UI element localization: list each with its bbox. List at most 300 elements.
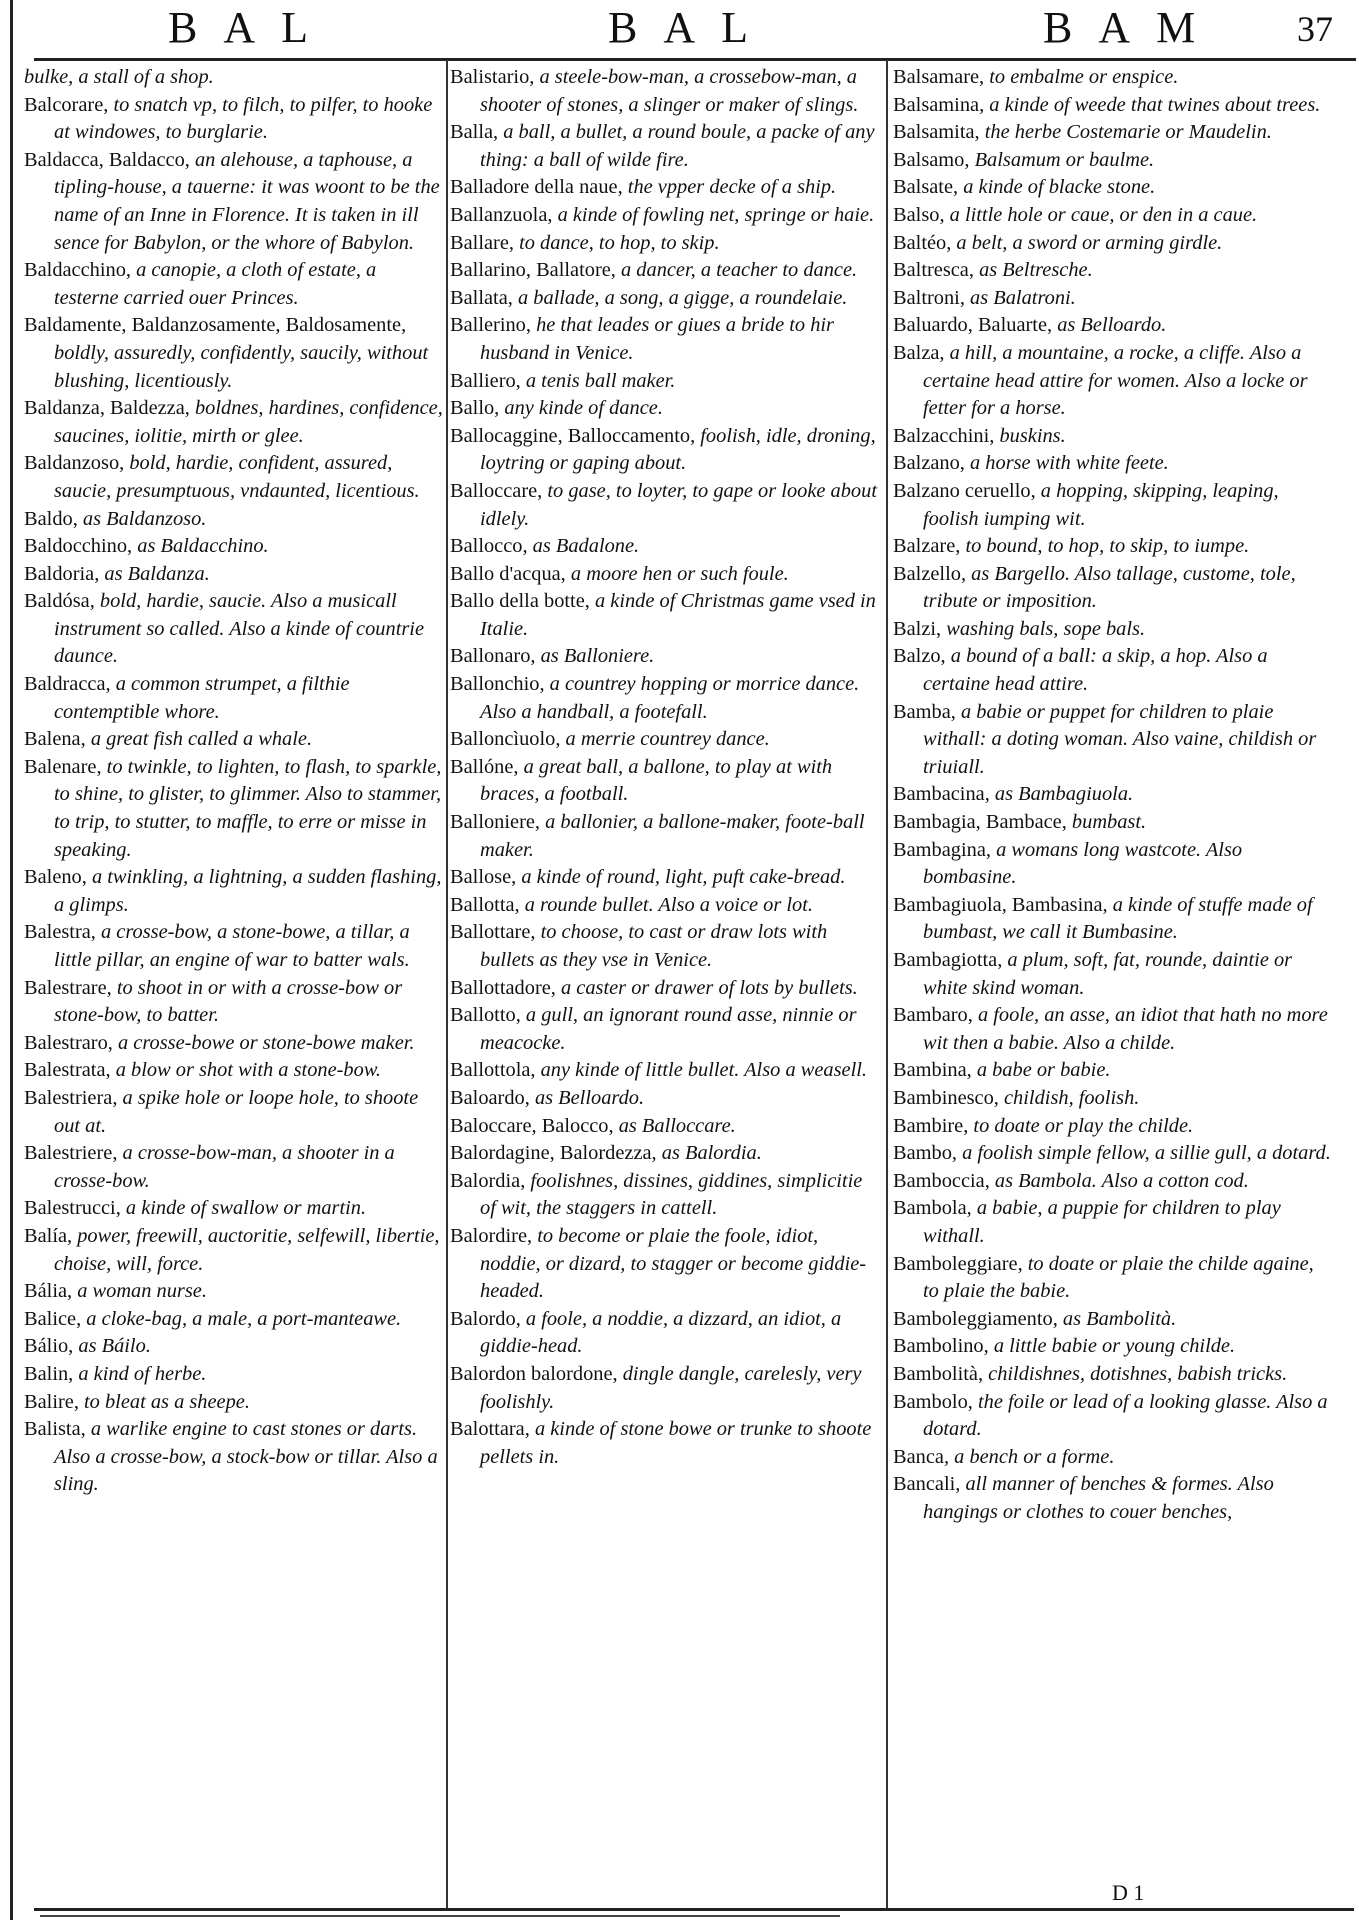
column-3 <box>893 64 1333 1900</box>
entry-headword: Ballose, <box>450 866 517 889</box>
entry-headword: Balordire, <box>450 1224 533 1247</box>
dictionary-entry <box>24 533 444 561</box>
entry-definition: a plum, soft, fat, rounde, daintie or white skind woman. <box>923 949 1293 999</box>
entry-headword: Bambo, <box>893 1142 957 1165</box>
entry-definition: a kinde of Christmas game vsed in Italie. <box>480 590 876 640</box>
entry-definition: a woman nurse. <box>72 1280 207 1303</box>
dictionary-entry <box>24 561 444 589</box>
dictionary-entry <box>450 864 882 892</box>
entry-definition: a ballonier, a ballone-maker, foote-ball maker. <box>480 811 865 861</box>
entry-definition: a common strumpet, a filthie contemptible whore. <box>54 673 350 723</box>
entry-definition: a canopie, a cloth of estate, a testerne carried ouer Princes. <box>54 259 377 309</box>
entry-headword: Bamboleggiare, <box>893 1252 1023 1275</box>
entry-headword: Balestrata, <box>24 1059 111 1082</box>
entry-headword: Ballare, <box>450 231 514 254</box>
running-head-left: BAL <box>168 3 334 52</box>
entry-headword: Balsamare, <box>893 66 985 88</box>
entry-headword: Bambolo, <box>893 1390 973 1413</box>
dictionary-entry <box>893 450 1333 478</box>
dictionary-entry <box>450 1168 882 1223</box>
entry-definition: a twinkling, a lightning, a sudden flashing, a glimps. <box>54 866 442 916</box>
entry-headword: Baloccare, Balocco, <box>450 1114 614 1137</box>
entry-headword: Balire, <box>24 1390 79 1413</box>
entry-definition: any kinde of little bullet. Also a weasell. <box>535 1059 868 1082</box>
entry-definition: all manner of benches & formes. Also hangings or clothes to couer benches, <box>923 1473 1274 1523</box>
entry-headword: Ballonchio, <box>450 673 545 696</box>
dictionary-entry <box>24 1085 444 1140</box>
entry-definition: as Belloardo. <box>529 1086 645 1109</box>
entry-headword: Bambacina, <box>893 783 990 806</box>
dictionary-entry <box>893 285 1333 313</box>
entry-definition: a caster or drawer of lots by bullets. <box>555 976 858 999</box>
dictionary-entry <box>893 1361 1333 1389</box>
entry-definition: the foile or lead of a looking glasse. Also a dotard. <box>923 1390 1328 1441</box>
dictionary-entry <box>893 643 1333 698</box>
dictionary-entry <box>450 754 882 809</box>
dictionary-entry <box>450 478 882 533</box>
dictionary-entry <box>450 643 882 671</box>
entry-definition: a babie or puppet for children to plaie withall: a doting woman. Also vaine, childish or triuiall. <box>923 700 1317 778</box>
dictionary-entry <box>450 1361 882 1416</box>
entry-headword: Ballottare, <box>450 921 536 944</box>
dictionary-entry <box>450 285 882 313</box>
entry-definition: as Balloniere. <box>535 645 655 668</box>
entry-definition: a kinde of stuffe made of bumbast, we call it Bumbasine. <box>923 893 1313 944</box>
entry-headword: Ballocaggine, Balloccamento, <box>450 424 696 447</box>
dictionary-entry <box>450 257 882 285</box>
dictionary-entry <box>893 616 1333 644</box>
entry-definition: as Báilo. <box>73 1335 151 1358</box>
page-border-bottom <box>34 1908 1354 1911</box>
entry-definition: he that leades or giues a bride to hir husband in Venice. <box>480 314 834 364</box>
entry-headword: Balsamo, <box>893 148 970 171</box>
entry-headword: Baldacchino, <box>24 259 132 282</box>
dictionary-entry <box>893 837 1333 892</box>
dictionary-entry <box>893 423 1333 451</box>
entry-headword: Ballo, <box>450 397 500 420</box>
entry-definition: a ball, a bullet, a round boule, a packe of any thing: a ball of wilde fire. <box>480 121 875 171</box>
dictionary-entry <box>450 119 882 174</box>
entry-headword: Baldamente, Baldanzosamente, Baldosamente, <box>24 314 407 337</box>
dictionary-entry <box>893 202 1333 230</box>
entry-definition: a moore hen or such foule. <box>565 562 789 585</box>
entry-headword: Baldósa, <box>24 590 95 613</box>
entry-definition: to doate or play the childe. <box>968 1114 1194 1137</box>
entry-definition: a foole, a noddie, a dizzard, an idiot, a giddie-head. <box>480 1307 842 1358</box>
entry-definition: foolish, idle, droning, loytring or gaping about. <box>480 424 876 475</box>
entry-headword: Ballottola, <box>450 1059 536 1082</box>
entry-definition: a great ball, a ballone, to play at with braces, a football. <box>480 755 833 806</box>
entry-headword: Bambagia, Bambace, <box>893 811 1067 834</box>
dictionary-entry <box>24 395 444 450</box>
entry-headword: Balestrare, <box>24 976 112 999</box>
entry-definition: as Belloardo. <box>1052 314 1167 337</box>
entry-headword: Balottara, <box>450 1418 530 1441</box>
entry-headword: Balso, <box>893 203 945 226</box>
dictionary-entry <box>450 174 882 202</box>
entry-headword: Baleno, <box>24 866 87 889</box>
entry-definition: a tenis ball maker. <box>520 369 676 392</box>
entry-definition: a kinde of swallow or martin. <box>120 1197 367 1220</box>
entry-headword: Balladore della naue, <box>450 176 623 199</box>
entry-headword: Baldanzoso, <box>24 452 125 475</box>
dictionary-entry <box>24 1030 444 1058</box>
dictionary-entry <box>450 1223 882 1306</box>
entry-definition: as Bambolità. <box>1057 1307 1177 1330</box>
entry-definition: a kinde of blacke stone. <box>958 176 1156 199</box>
dictionary-entry <box>893 1333 1333 1361</box>
entry-headword: Balzacchini, <box>893 424 995 447</box>
entry-definition: a crosse-bow, a stone-bowe, a tillar, a little pillar, an engine of war to batter wals. <box>54 921 410 971</box>
entry-headword: Balla, <box>450 121 499 144</box>
dictionary-entry <box>450 202 882 230</box>
entry-headword: Balestra, <box>24 921 96 944</box>
entry-definition: Balsamum or baulme. <box>969 148 1155 171</box>
entry-definition: a crosse-bow-man, a shooter in a crosse-bow. <box>54 1142 395 1192</box>
entry-definition: a gull, an ignorant round asse, ninnie or meacocke. <box>480 1004 857 1054</box>
entry-definition: a kinde of weede that twines about trees. <box>984 93 1321 116</box>
entry-definition: a kind of herbe. <box>73 1362 207 1385</box>
dictionary-entry <box>450 1140 882 1168</box>
entry-definition: a bench or a forme. <box>949 1445 1115 1468</box>
entry-headword: Balloniere, <box>450 811 541 834</box>
dictionary-entry <box>24 1416 444 1499</box>
entry-headword: Balena, <box>24 728 86 751</box>
entry-definition: the herbe Costemarie or Maudelin. <box>979 121 1272 144</box>
dictionary-entry <box>893 809 1333 837</box>
entry-headword: Balsamita, <box>893 121 980 144</box>
entry-headword: Balestriera, <box>24 1086 118 1109</box>
entry-definition: a great fish called a whale. <box>85 728 313 751</box>
entry-definition: as Bambagiuola. <box>989 783 1134 806</box>
entry-headword: Bambagiotta, <box>893 949 1003 971</box>
dictionary-entry <box>893 174 1333 202</box>
entry-headword: Bancali, <box>893 1473 961 1496</box>
entry-headword: Baldacca, Baldacco, <box>24 148 190 171</box>
signature-mark: D 1 <box>1112 1880 1145 1905</box>
entry-definition: bold, hardie, saucie. Also a musicall instrument so called. Also a kinde of countrie daunce. <box>54 590 425 668</box>
dictionary-entry <box>893 1471 1333 1526</box>
entry-headword: Balistario, <box>450 66 535 88</box>
entry-definition: bold, hardie, confident, assured, saucie, presumptuous, vndaunted, licentious. <box>54 452 420 502</box>
entry-headword: Bambagina, <box>893 838 991 861</box>
entry-definition: boldly, assuredly, confidently, saucily, without blushing, licentiously. <box>54 341 429 392</box>
page-border-bottom-inner <box>40 1915 840 1917</box>
entry-definition: a spike hole or loope hole, to shoote out at. <box>54 1086 419 1137</box>
entry-definition: as Balordia. <box>656 1142 762 1165</box>
entry-definition: dingle dangle, carelesly, very foolishly. <box>480 1362 862 1413</box>
entry-definition: as Balatroni. <box>964 286 1076 309</box>
dictionary-entry <box>24 1223 444 1278</box>
dictionary-entry <box>893 1389 1333 1444</box>
dictionary-entry <box>893 147 1333 175</box>
dictionary-entry <box>893 340 1333 423</box>
entry-definition: as Bargello. Also tallage, custome, tole, tribute or imposition. <box>923 562 1296 613</box>
dictionary-entry <box>450 312 882 367</box>
entry-headword: Balzi, <box>893 617 942 640</box>
entry-definition: as Beltresche. <box>973 259 1093 282</box>
dictionary-entry <box>893 699 1333 782</box>
entry-definition: childishnes, dotishnes, babish tricks. <box>983 1362 1288 1385</box>
dictionary-entry <box>450 726 882 754</box>
entry-headword: Bambinesco, <box>893 1086 999 1109</box>
dictionary-entry <box>893 561 1333 616</box>
entry-definition: a hill, a mountaine, a rocke, a cliffe. Also a certaine head attire for women. Also a locke or fetter for a horse. <box>923 341 1308 420</box>
dictionary-entry <box>450 975 882 1003</box>
dictionary-entry <box>450 368 882 396</box>
dictionary-entry <box>893 478 1333 533</box>
entry-definition: to shoot in or with a crosse-bow or stone-bow, to batter. <box>54 976 403 1027</box>
entry-headword: Balloccare, <box>450 479 543 502</box>
dictionary-entry <box>24 754 444 864</box>
entry-headword: Balzare, <box>893 535 961 558</box>
dictionary-entry <box>893 781 1333 809</box>
dictionary-entry <box>450 809 882 864</box>
dictionary-entry <box>450 919 882 974</box>
entry-headword: Bambire, <box>893 1114 969 1137</box>
entry-definition: a bound of a ball: a skip, a hop. Also a certaine head attire. <box>923 645 1268 696</box>
column-1 <box>24 64 444 1900</box>
entry-headword: Bambola, <box>893 1197 972 1220</box>
entry-definition: bulke, a stall of a shop. <box>24 66 214 88</box>
entry-definition: childish, foolish. <box>998 1086 1140 1109</box>
entry-definition: to bleat as a sheepe. <box>78 1390 250 1413</box>
entry-headword: Ballonaro, <box>450 645 536 668</box>
entry-headword: Ballo d'acqua, <box>450 562 566 585</box>
dictionary-entry <box>893 892 1333 947</box>
dictionary-entry <box>24 864 444 919</box>
entry-headword: Baltroni, <box>893 286 965 309</box>
entry-headword: Baloardo, <box>450 1086 530 1109</box>
entry-definition: to bound, to hop, to skip, to iumpe. <box>960 535 1250 558</box>
entry-headword: Baldocchino, <box>24 535 133 558</box>
dictionary-entry <box>24 506 444 534</box>
dictionary-entry <box>893 1057 1333 1085</box>
entry-headword: Balordo, <box>450 1307 521 1330</box>
entry-definition: a steele-bow-man, a crossebow-man, a shooter of stones, a slinger or maker of slings. <box>480 66 859 116</box>
dictionary-entry <box>24 257 444 312</box>
entry-definition: a little babie or young childe. <box>988 1335 1236 1358</box>
entry-headword: Bamboleggiamento, <box>893 1307 1058 1330</box>
entry-headword: Balloncìuolo, <box>450 728 561 751</box>
entry-definition: a babie, a puppie for children to play withall. <box>923 1197 1281 1247</box>
dictionary-entry <box>24 1306 444 1334</box>
entry-headword: Bália, <box>24 1280 73 1303</box>
entry-headword: Baldracca, <box>24 673 111 696</box>
entry-definition: a foolish simple fellow, a sillie gull, a dotard. <box>957 1142 1331 1165</box>
entry-definition: washing bals, sope bals. <box>941 617 1146 640</box>
entry-definition: as Bambola. Also a cotton cod. <box>989 1169 1249 1192</box>
dictionary-entry <box>893 119 1333 147</box>
entry-headword: Ballotta, <box>450 893 520 916</box>
dictionary-entry <box>450 892 882 920</box>
header-rule <box>34 58 1356 61</box>
dictionary-entry <box>893 1444 1333 1472</box>
dictionary-entry <box>450 1057 882 1085</box>
entry-definition: an alehouse, a taphouse, a tipling-house, a tauerne: it was woont to be the name of an Inne in Florence. It is taken in ill sence for Babylon, or the whore of Babylon. <box>54 148 440 254</box>
entry-definition: a cloke-bag, a male, a port-manteawe. <box>81 1307 402 1330</box>
entry-headword: Baldanza, Baldezza, <box>24 397 190 420</box>
dictionary-entry <box>450 1113 882 1141</box>
dictionary-entry <box>24 1361 444 1389</box>
entry-headword: Bambolino, <box>893 1335 989 1358</box>
dictionary-entry <box>450 1002 882 1057</box>
entry-definition: a ballade, a song, a gigge, a roundelaie. <box>512 286 848 309</box>
entry-headword: Bambagiuola, Bambasina, <box>893 893 1108 916</box>
entry-definition: a crosse-bowe or stone-bowe maker. <box>112 1031 415 1054</box>
dictionary-entry <box>893 1251 1333 1306</box>
dictionary-entry <box>450 423 882 478</box>
page-border-left <box>10 0 13 1920</box>
entry-definition: a horse with white feete. <box>964 452 1169 475</box>
dictionary-entry <box>893 1195 1333 1250</box>
dictionary-entry <box>893 312 1333 340</box>
entry-headword: Ballóne, <box>450 755 519 778</box>
entry-definition: as Baldacchino. <box>132 535 269 558</box>
entry-definition: power, freewill, auctoritie, selfewill, libertie, choise, will, force. <box>54 1224 440 1275</box>
dictionary-entry <box>24 92 444 147</box>
column-2 <box>450 64 882 1900</box>
dictionary-entry <box>893 1306 1333 1334</box>
entry-headword: Balestriere, <box>24 1142 118 1165</box>
entry-headword: Balestraro, <box>24 1031 113 1054</box>
entry-definition: to twinkle, to lighten, to flash, to sparkle, to shine, to glister, to glimmer. Also to stammer, to trip, to stutter, to maffle, to erre or misse in speaking. <box>54 755 442 861</box>
entry-definition: to snatch vp, to filch, to pilfer, to hooke at windowes, to burglarie. <box>54 93 433 144</box>
entry-definition: as Balloccare. <box>613 1114 736 1137</box>
entry-headword: Baldoria, <box>24 562 100 585</box>
entry-definition: a countrey hopping or morrice dance. Also a handball, a footefall. <box>480 673 860 723</box>
dictionary-entry <box>24 975 444 1030</box>
entry-definition: a blow or shot with a stone-bow. <box>110 1059 382 1082</box>
entry-headword: Baltéo, <box>893 231 952 254</box>
entry-definition: as Badalone. <box>527 535 640 558</box>
entry-headword: Balzano, <box>893 452 965 475</box>
entry-definition: a merrie countrey dance. <box>560 728 770 751</box>
entry-headword: Baltresca, <box>893 259 974 282</box>
dictionary-entry <box>450 64 882 119</box>
entry-definition: buskins. <box>994 424 1066 447</box>
entry-headword: Balsate, <box>893 176 959 199</box>
entry-headword: Balista, <box>24 1418 86 1441</box>
dictionary-entry <box>24 147 444 257</box>
dictionary-entry <box>24 1389 444 1417</box>
entry-definition: any kinde of dance. <box>499 397 663 420</box>
entry-headword: Ballarino, Ballatore, <box>450 259 616 282</box>
entry-headword: Banca, <box>893 1445 950 1468</box>
entry-headword: Baldo, <box>24 507 78 530</box>
entry-headword: Ballerino, <box>450 314 531 337</box>
entry-headword: Balin, <box>24 1362 74 1385</box>
dictionary-entry <box>450 1416 882 1471</box>
dictionary-entry <box>450 230 882 258</box>
entry-headword: Ballanzuola, <box>450 203 553 226</box>
entry-headword: Bambina, <box>893 1059 972 1082</box>
entry-definition: a little hole or caue, or den in a caue. <box>944 203 1258 226</box>
dictionary-entry <box>24 671 444 726</box>
entry-definition: as Baldanzoso. <box>77 507 207 530</box>
entry-headword: Bálio, <box>24 1335 74 1358</box>
dictionary-entry <box>893 1168 1333 1196</box>
entry-definition: a babe or babie. <box>971 1059 1111 1082</box>
entry-definition: a womans long wastcote. Also bombasine. <box>923 838 1243 889</box>
running-head-middle: BAL <box>608 3 774 52</box>
dictionary-entry <box>893 1140 1333 1168</box>
dictionary-entry <box>893 92 1333 120</box>
dictionary-entry <box>450 671 882 726</box>
entry-headword: Balía, <box>24 1224 73 1247</box>
dictionary-entry <box>893 230 1333 258</box>
dictionary-entry <box>450 588 882 643</box>
entry-definition: bumbast. <box>1066 811 1147 834</box>
entry-definition: as Baldanza. <box>99 562 210 585</box>
entry-definition: to dance, to hop, to skip. <box>513 231 720 254</box>
entry-definition: a kinde of fowling net, springe or haie. <box>552 203 875 226</box>
entry-headword: Balordia, <box>450 1169 526 1192</box>
entry-headword: Bambolità, <box>893 1362 984 1385</box>
dictionary-entry <box>24 919 444 974</box>
entry-headword: Balsamina, <box>893 93 985 116</box>
entry-definition: to doate or plaie the childe againe, to plaie the babie. <box>923 1252 1314 1303</box>
dictionary-entry <box>893 64 1333 92</box>
entry-definition: to embalme or enspice. <box>984 66 1179 88</box>
entry-definition: to gase, to loyter, to gape or looke about idlely. <box>480 479 877 530</box>
entry-headword: Balestrucci, <box>24 1197 121 1220</box>
dictionary-entry <box>24 64 444 92</box>
dictionary-entry <box>24 588 444 671</box>
page-number: 37 <box>1297 9 1333 49</box>
entry-definition: a hopping, skipping, leaping, foolish iumping wit. <box>923 479 1279 530</box>
entry-headword: Baluardo, Baluarte, <box>893 314 1053 337</box>
entry-headword: Ballotto, <box>450 1004 521 1027</box>
dictionary-entry <box>24 1333 444 1361</box>
entry-definition: a dancer, a teacher to dance. <box>615 259 858 282</box>
entry-headword: Ballocco, <box>450 535 528 558</box>
entry-headword: Balice, <box>24 1307 82 1330</box>
dictionary-entry <box>24 1140 444 1195</box>
column-rule-2 <box>886 60 888 1908</box>
entry-headword: Balza, <box>893 341 945 364</box>
entry-headword: Bamba, <box>893 700 956 723</box>
entry-headword: Bamboccia, <box>893 1169 990 1192</box>
dictionary-entry <box>450 1085 882 1113</box>
column-rule-1 <box>446 60 448 1908</box>
entry-headword: Balenare, <box>24 755 102 778</box>
entry-definition: a warlike engine to cast stones or darts. Also a crosse-bow, a stock-bow or tillar. Also a sling. <box>54 1418 438 1496</box>
entry-definition: to choose, to cast or draw lots with bullets as they vse in Venice. <box>480 921 828 971</box>
entry-headword: Balliero, <box>450 369 521 392</box>
dictionary-entry <box>893 1113 1333 1141</box>
entry-definition: a kinde of stone bowe or trunke to shoote pellets in. <box>480 1418 872 1468</box>
running-head-right: BAM <box>1043 3 1222 52</box>
dictionary-entry <box>450 533 882 561</box>
entry-headword: Balcorare, <box>24 93 109 116</box>
dictionary-entry <box>893 257 1333 285</box>
dictionary-entry <box>24 312 444 395</box>
entry-headword: Ballata, <box>450 286 513 309</box>
entry-headword: Balordon balordone, <box>450 1362 618 1385</box>
entry-headword: Bambaro, <box>893 1004 973 1027</box>
dictionary-entry <box>24 1195 444 1223</box>
entry-definition: a kinde of round, light, puft cake-bread. <box>516 866 846 889</box>
entry-headword: Ballo della botte, <box>450 590 590 613</box>
dictionary-entry <box>893 533 1333 561</box>
dictionary-entry <box>893 1085 1333 1113</box>
dictionary-entry <box>450 561 882 589</box>
dictionary-entry <box>24 450 444 505</box>
entry-definition: foolishnes, dissines, giddines, simplicitie of wit, the staggers in cattell. <box>480 1169 863 1220</box>
dictionary-entry <box>24 726 444 754</box>
entry-headword: Balzello, <box>893 562 967 585</box>
